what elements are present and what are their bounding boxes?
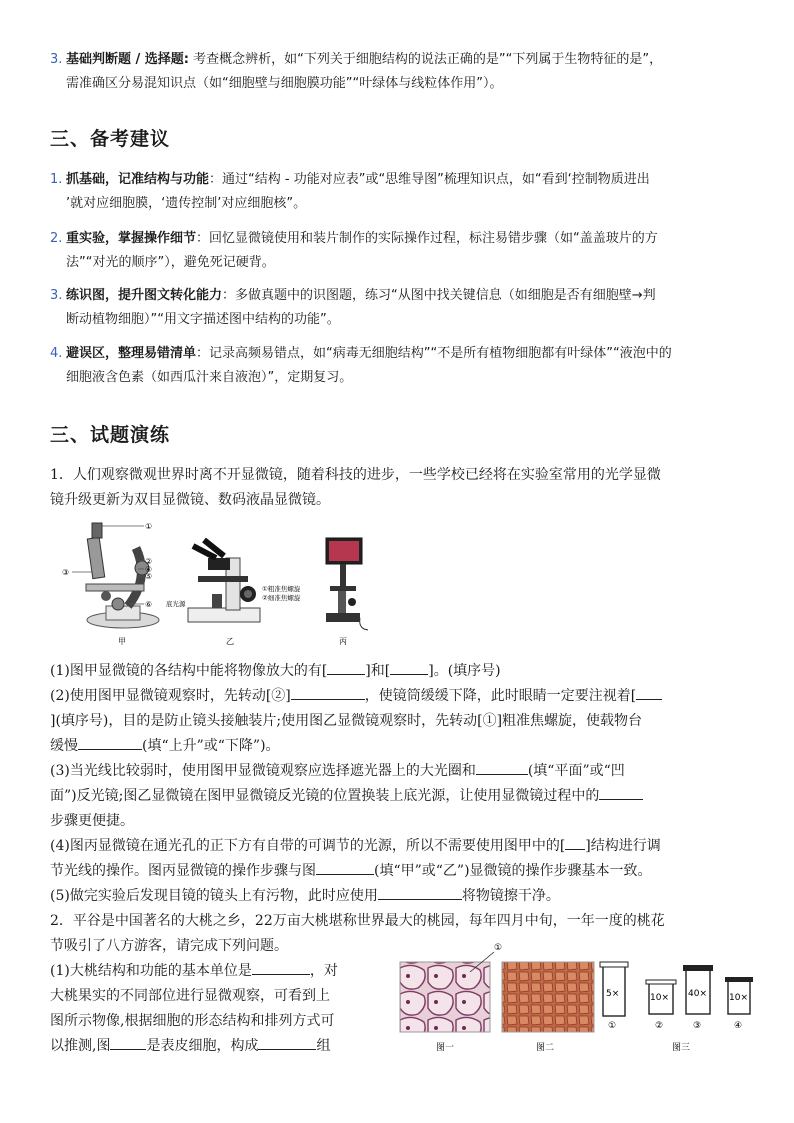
lens-4-mag: 10×: [729, 993, 748, 1003]
list-number: 3.: [50, 52, 63, 67]
cell-image-1: [400, 962, 490, 1032]
item-text: 断动植物细胞）”“用文字描述图中结构的功能”。: [66, 312, 340, 327]
question-1-part-5: [50, 884, 750, 909]
question-text: (填“甲”或“乙”)显微镜的操作步骤基本一致。: [374, 863, 652, 879]
lens-3-mag: 40×: [688, 989, 707, 999]
figure-label-1: 图一: [436, 1043, 455, 1053]
marker-5: ⑤: [145, 572, 153, 581]
question-text: ]。(填序号): [428, 663, 501, 679]
question-text: 缓慢: [50, 738, 78, 754]
item-text: ：多做真题中的识图题，练习“从图中找关键信息（如细胞是否有细胞壁→判: [222, 288, 656, 303]
microscope-figure: [58, 518, 368, 650]
peach-cell-figure: [398, 938, 758, 1056]
cell-image-2: [502, 962, 594, 1032]
answer-blank[interactable]: [252, 960, 310, 975]
question-text: 大桃果实的不同部位进行显微观察，可看到上: [50, 988, 330, 1004]
lens-1-mag: 5×: [606, 989, 620, 999]
section-heading-advice: 三、备考建议: [50, 128, 171, 150]
question-text: 镜升级更新为双目显微镜、数码液晶显微镜。: [50, 492, 330, 508]
question-text: 图所示物像,根据细胞的形态结构和排列方式可: [50, 1013, 335, 1029]
item-text: ：记录高频易错点，如“病毒无细胞结构”“不是所有植物细胞都有叶绿体”“液泡中的: [196, 346, 672, 361]
question-1-stem: [50, 463, 750, 513]
lens-2-mag: 10×: [650, 993, 669, 1003]
item-bold-title: 基础判断题 / 选择题:: [66, 52, 189, 67]
label-base-light: 底光源: [166, 600, 186, 608]
answer-blank[interactable]: [78, 735, 142, 750]
question-1-part-2: [50, 684, 750, 759]
advice-item-2: [50, 227, 750, 275]
lens-1-num: ①: [608, 1021, 617, 1031]
question-text: (填“上升”或“下降”)。: [142, 738, 280, 754]
list-number: 3.: [50, 288, 63, 303]
list-number: 4.: [50, 346, 63, 361]
list-number: 1.: [50, 172, 63, 187]
advice-item-1: [50, 168, 750, 216]
item-bold-title: 重实验，掌握操作细节: [66, 231, 197, 246]
marker-2: ②: [145, 557, 153, 566]
item-text: 法”“对光的顺序”），避免死记硬背。: [66, 255, 275, 270]
lens-2-num: ②: [655, 1021, 664, 1031]
answer-blank[interactable]: [291, 685, 365, 700]
question-1-part-3: [50, 759, 750, 834]
item-text: 考查概念辨析，如“下列关于细胞结构的说法正确的是”“下列属于生物特征的是”，: [193, 52, 663, 67]
question-text: (4)图丙显微镜在通光孔的正下方有自带的可调节的光源，所以不需要使用图甲中的[: [50, 838, 566, 854]
question-text: (2)使用图甲显微镜观察时，先转动[②]: [50, 688, 291, 704]
answer-blank[interactable]: [565, 835, 585, 850]
advice-item-3: [50, 284, 750, 332]
label-yi: 乙: [226, 637, 234, 646]
question-text: ]结构进行调: [585, 838, 661, 854]
figure-label-3: 图三: [672, 1043, 691, 1053]
answer-blank[interactable]: [599, 785, 643, 800]
label-coarse-focus: ①粗准焦螺旋: [262, 585, 301, 593]
question-text: ，使镜筒缓缓下降，此时眼睛一定要注视着[: [364, 688, 637, 704]
question-text: 步骤更便捷。: [50, 813, 134, 829]
advice-item-4: [50, 342, 750, 390]
answer-blank[interactable]: [476, 760, 528, 775]
lens-4-num: ④: [734, 1021, 743, 1031]
question-text: 组: [316, 1038, 331, 1054]
question-text: (1)图甲显微镜的各结构中能将物像放大的有[: [50, 663, 328, 679]
marker-circle-1: ①: [494, 943, 503, 953]
marker-1: ①: [145, 522, 153, 531]
marker-6: ⑥: [145, 600, 153, 609]
item-text: ’就对应细胞膜，‘遗传控制’对应细胞核”。: [66, 196, 307, 211]
question-text: (填“平面”或“凹: [527, 763, 625, 779]
question-text: ]和[: [365, 663, 391, 679]
answer-blank[interactable]: [258, 1035, 316, 1050]
label-fine-focus: ②细准焦螺旋: [262, 594, 301, 602]
answer-blank[interactable]: [636, 685, 662, 700]
item-bold-title: 避误区，整理易错清单: [66, 346, 197, 361]
microscope-yi: [188, 540, 260, 622]
microscope-bing: [326, 538, 368, 630]
marker-4: ④: [145, 565, 153, 574]
question-text: (1)大桃结构和功能的基本单位是: [50, 963, 252, 979]
item-bold-title: 练识图，提升图文转化能力: [66, 288, 223, 303]
answer-blank[interactable]: [327, 660, 365, 675]
label-jia: 甲: [118, 637, 126, 646]
question-1-part-4: [50, 834, 750, 884]
exam-type-item-3: [50, 48, 750, 96]
item-text: ：回忆显微镜使用和装片制作的实际操作过程，标注易错步骤（如“盖盖玻片的方: [196, 231, 658, 246]
question-text: 节光线的操作。图丙显微镜的操作步骤与图: [50, 863, 316, 879]
answer-blank[interactable]: [110, 1035, 146, 1050]
question-1-part-1: [50, 659, 750, 684]
figure-label-2: 图二: [536, 1043, 555, 1053]
answer-blank[interactable]: [378, 885, 462, 900]
question-text: 2．平谷是中国著名的大桃之乡，22万亩大桃堪称世界最大的桃园，每年四月中旬，一年一度的桃花: [50, 913, 665, 929]
label-bing: 丙: [339, 637, 347, 646]
question-text: ](填序号)，目的是防止镜头接触装片;使用图乙显微镜观察时，先转动[①]粗准焦螺旋，使载物台: [50, 713, 643, 729]
item-text: 需准确区分易混知识点（如“细胞壁与细胞膜功能”“叶绿体与线粒体作用”）。: [66, 76, 503, 91]
question-text: ，对: [309, 963, 338, 979]
list-number: 2.: [50, 231, 63, 246]
question-text: 将物镜擦干净。: [461, 888, 560, 904]
answer-blank[interactable]: [390, 660, 428, 675]
question-text: 以推测,图: [50, 1038, 111, 1054]
question-text: (3)当光线比较弱时，使用图甲显微镜观察应选择遮光器上的大光圈和: [50, 763, 476, 779]
question-text: 面”)反光镜;图乙显微镜在图甲显微镜反光镜的位置换装上底光源，让使用显微镜过程中的: [50, 788, 600, 804]
question-text: 是表皮细胞，构成: [146, 1038, 259, 1054]
marker-3: ③: [62, 568, 70, 577]
question-text: (5)做完实验后发现目镜的镜头上有污物，此时应使用: [50, 888, 378, 904]
item-text: 细胞液含色素（如西瓜汁来自液泡）”，定期复习。: [66, 370, 353, 385]
question-text: 节吸引了八方游客，请完成下列问题。: [50, 938, 288, 954]
item-bold-title: 抓基础，记准结构与功能: [66, 172, 210, 187]
question-2-part-1: [50, 959, 382, 1059]
lens-3-num: ③: [693, 1021, 702, 1031]
answer-blank[interactable]: [316, 860, 374, 875]
item-text: ：通过“结构 - 功能对应表”或“思维导图”梳理知识点，如“看到‘控制物质进出: [209, 172, 650, 187]
question-text: 1．人们观察微观世界时离不开显微镜，随着科技的进步，一些学校已经将在实验室常用的光学显微: [50, 467, 661, 483]
section-heading-exercise: 三、试题演练: [50, 424, 171, 446]
